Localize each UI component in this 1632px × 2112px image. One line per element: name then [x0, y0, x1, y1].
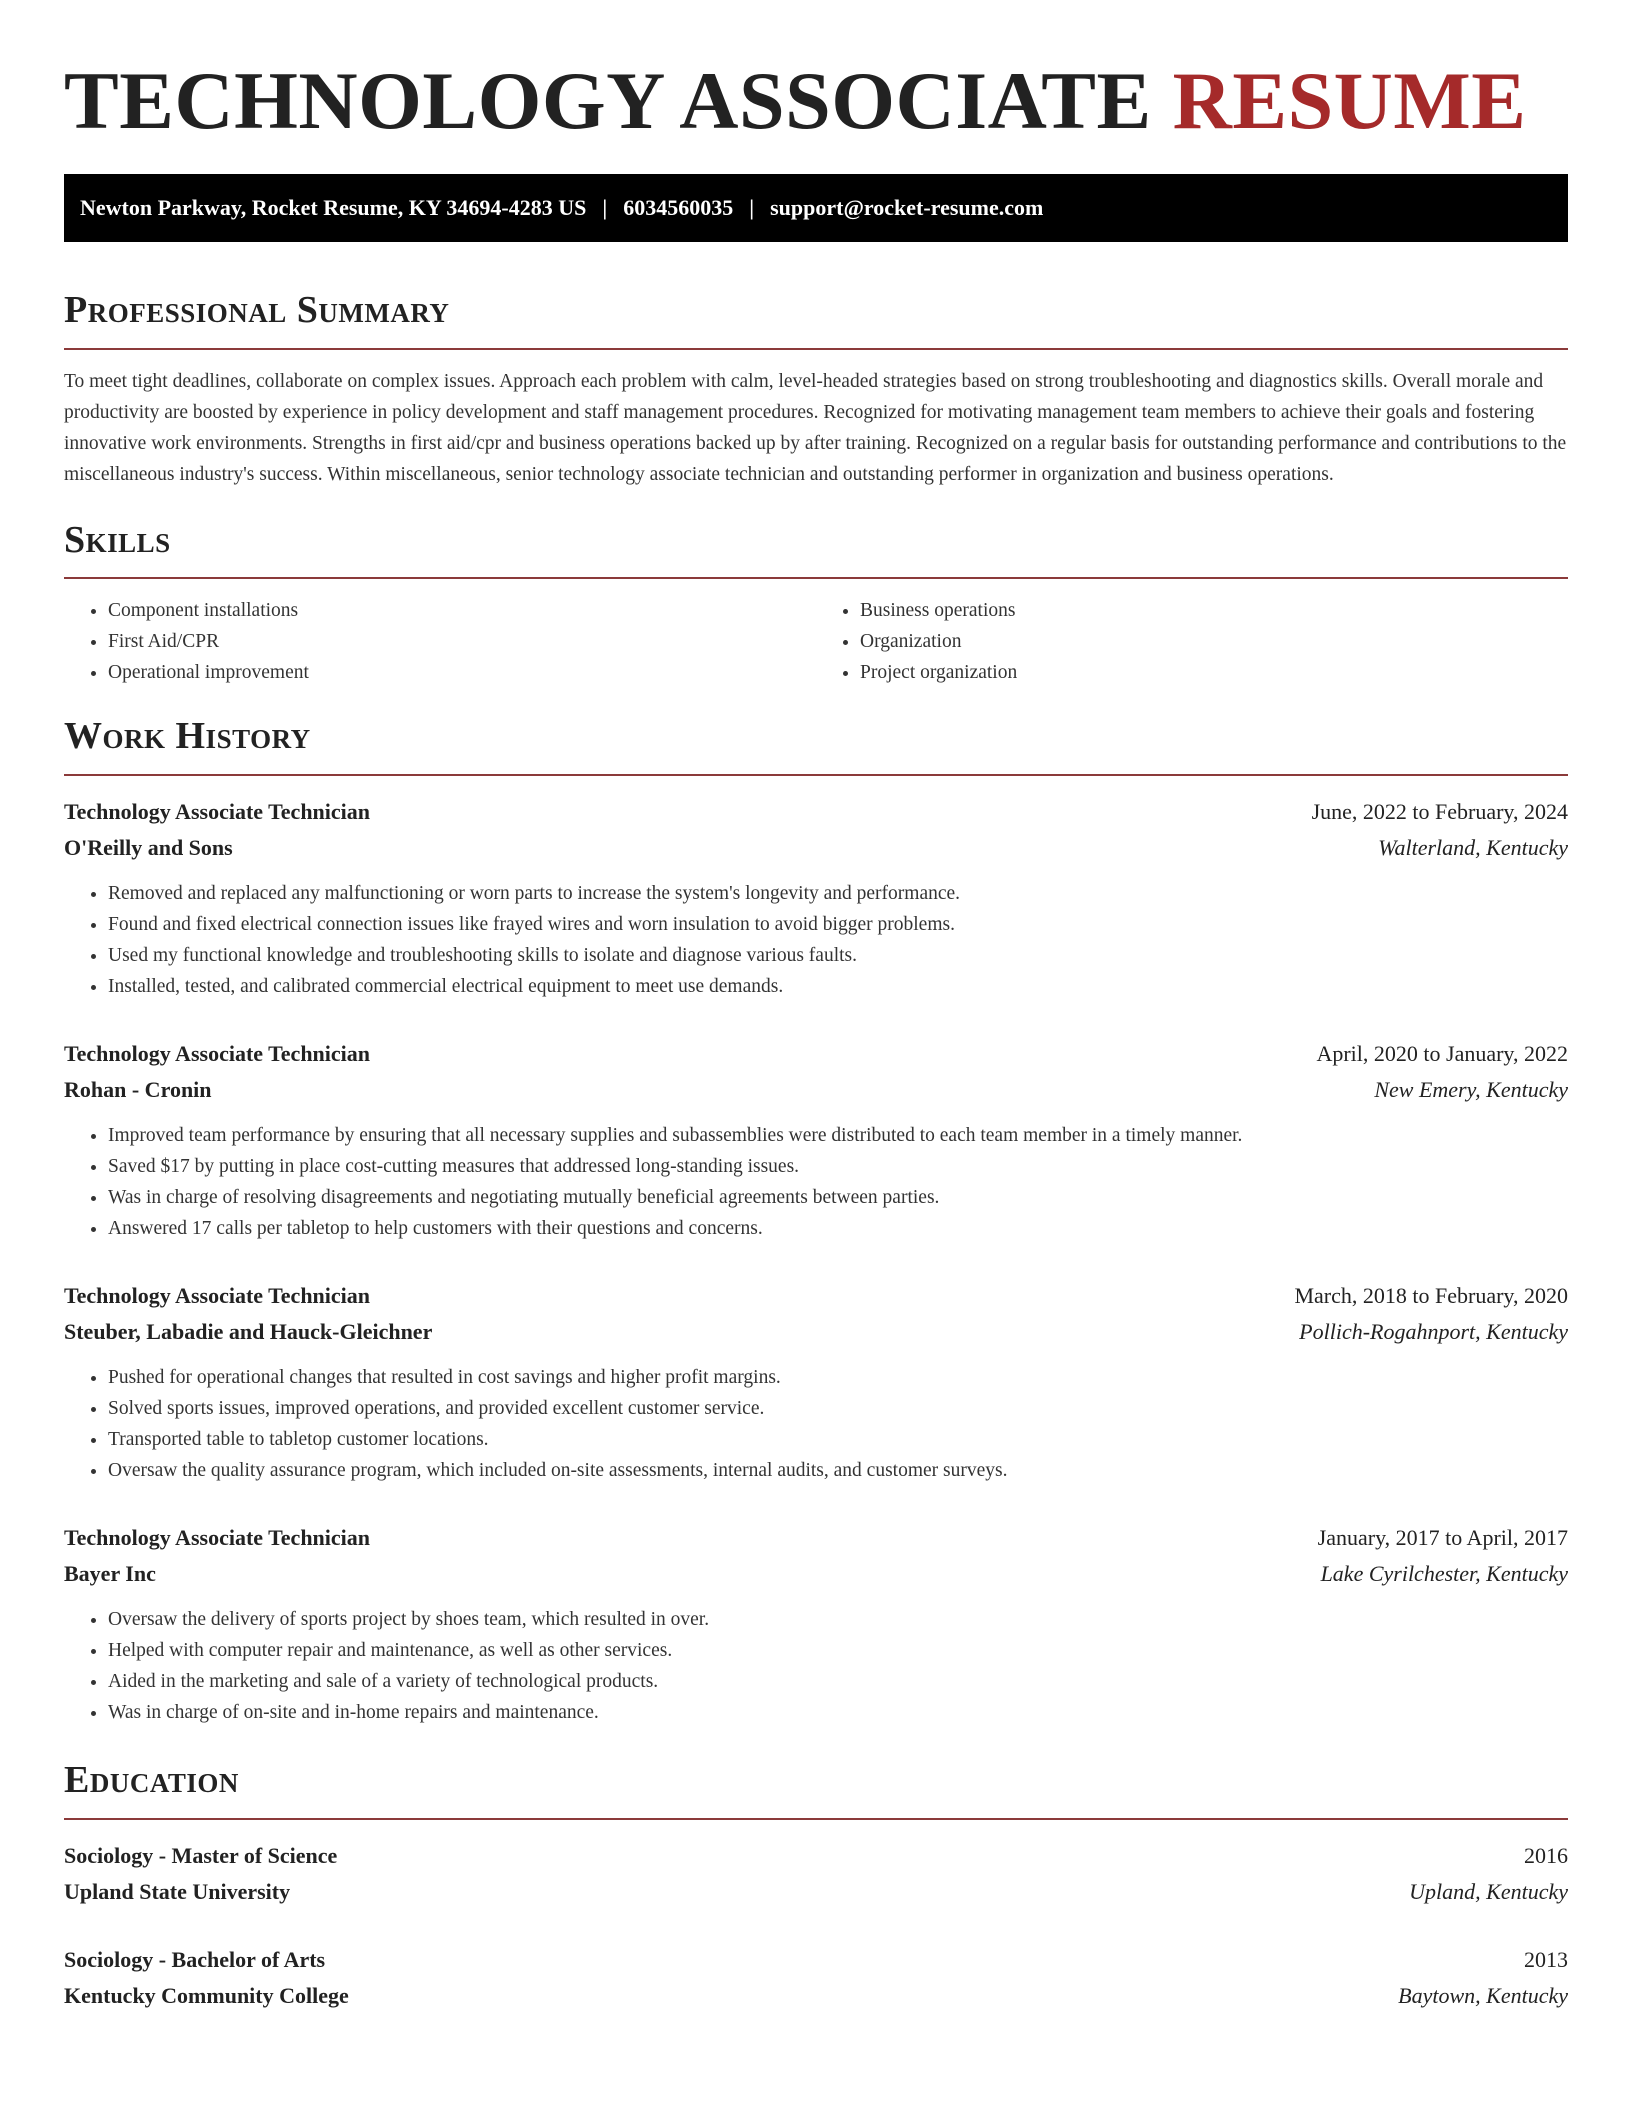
education-year: 2016 — [1524, 1842, 1568, 1868]
job-bullet: • Answered 17 calls per tabletop to help customers with their questions and concerns. — [108, 1213, 1568, 1244]
education-year: 2013 — [1524, 1946, 1568, 1972]
skills-column-left — [64, 595, 816, 688]
title-main: TECHNOLOGY ASSOCIATE — [64, 55, 1152, 146]
education-entry — [64, 1942, 1568, 2014]
education-school: Kentucky Community College — [64, 1982, 349, 2008]
work-history-heading: Work History — [64, 715, 311, 758]
contact-phone: 6034560035 — [623, 195, 734, 221]
job-bullet: • Was in charge of on-site and in-home repairs and maintenance. — [108, 1697, 1568, 1728]
contact-separator: | — [749, 195, 755, 221]
job-bullet: • Transported table to tabletop customer locations. — [108, 1424, 1568, 1455]
skill-item: • Business operations — [860, 595, 1568, 626]
job-location: Pollich-Rogahnport, Kentucky — [1299, 1318, 1568, 1344]
job-bullet: • Removed and replaced any malfunctioning or worn parts to increase the system's longevity and performance. — [108, 878, 1568, 909]
job-dates: January, 2017 to April, 2017 — [1317, 1524, 1568, 1550]
job-bullet: • Installed, tested, and calibrated commercial electrical equipment to meet use demands. — [108, 971, 1568, 1002]
job-entry — [64, 1036, 1568, 1244]
job-bullets — [64, 1120, 1568, 1244]
skills-column-right — [816, 595, 1568, 688]
education-school: Upland State University — [64, 1878, 291, 1904]
job-title: Technology Associate Technician — [64, 798, 371, 824]
skill-item: • Operational improvement — [108, 657, 816, 688]
skill-item: • Project organization — [860, 657, 1568, 688]
summary-text: To meet tight deadlines, collaborate on complex issues. Approach each problem with calm, level-headed strategies based on strong troubleshooting and diagnostics skills. Overall morale and productivity are boosted by experience in policy development and staff management procedures. Recognized for motivating management team members to achieve their goals and fostering innovative work environments. Strengths in first aid/cpr and business operations backed up by after training. Recognized on a regular basis for outstanding performance and contributions to the miscellaneous industry's success. Within miscellaneous, senior technology associate technician and outstanding performer in organization and business operations. — [64, 370, 1567, 485]
job-bullet: • Helped with computer repair and maintenance, as well as other services. — [108, 1635, 1568, 1666]
job-entry — [64, 794, 1568, 1002]
education-location: Upland, Kentucky — [1409, 1878, 1568, 1904]
job-company: Bayer Inc — [64, 1560, 156, 1586]
job-bullet: • Oversaw the delivery of sports project by shoes team, which resulted in over. — [108, 1604, 1568, 1635]
job-title: Technology Associate Technician — [64, 1524, 371, 1550]
job-bullets — [64, 1604, 1568, 1728]
education-location: Baytown, Kentucky — [1398, 1982, 1568, 2008]
job-bullet: • Aided in the marketing and sale of a variety of technological products. — [108, 1666, 1568, 1697]
section-divider — [64, 1818, 1568, 1820]
title-accent: RESUME — [1172, 55, 1527, 146]
skills-heading: Skills — [64, 518, 171, 561]
job-dates: March, 2018 to February, 2020 — [1294, 1282, 1568, 1308]
job-bullet: • Saved $17 by putting in place cost-cutting measures that addressed long-standing issues. — [108, 1151, 1568, 1182]
job-company: Steuber, Labadie and Hauck-Gleichner — [64, 1318, 433, 1344]
education-degree: Sociology - Master of Science — [64, 1842, 338, 1868]
job-bullet: • Used my functional knowledge and troubleshooting skills to isolate and diagnose various faults. — [108, 940, 1568, 971]
section-divider — [64, 577, 1568, 579]
job-dates: June, 2022 to February, 2024 — [1311, 798, 1568, 824]
contact-email: support@rocket-resume.com — [770, 195, 1044, 221]
job-bullets — [64, 878, 1568, 1002]
education-heading: Education — [64, 1758, 239, 1801]
job-title: Technology Associate Technician — [64, 1282, 371, 1308]
job-bullet: • Pushed for operational changes that resulted in cost savings and higher profit margins. — [108, 1362, 1568, 1393]
job-bullet: • Found and fixed electrical connection issues like frayed wires and worn insulation to avoid bigger problems. — [108, 909, 1568, 940]
contact-bar — [64, 174, 1568, 242]
job-entry — [64, 1278, 1568, 1486]
resume-title — [64, 56, 1568, 146]
skill-item: • First Aid/CPR — [108, 626, 816, 657]
job-location: New Emery, Kentucky — [1374, 1076, 1568, 1102]
summary-heading: Professional Summary — [64, 289, 450, 332]
job-bullets — [64, 1362, 1568, 1486]
education-entry — [64, 1838, 1568, 1910]
skill-item: • Component installations — [108, 595, 816, 626]
job-bullet: • Oversaw the quality assurance program, which included on-site assessments, internal audits, and customer surveys. — [108, 1455, 1568, 1486]
contact-address: Newton Parkway, Rocket Resume, KY 34694-4283 US — [80, 195, 587, 221]
job-dates: April, 2020 to January, 2022 — [1316, 1040, 1568, 1066]
contact-separator: | — [602, 195, 608, 221]
job-company: Rohan - Cronin — [64, 1076, 212, 1102]
job-title: Technology Associate Technician — [64, 1040, 371, 1066]
job-company: O'Reilly and Sons — [64, 834, 233, 860]
job-bullet: • Solved sports issues, improved operations, and provided excellent customer service. — [108, 1393, 1568, 1424]
job-entry — [64, 1520, 1568, 1728]
job-location: Walterland, Kentucky — [1378, 834, 1568, 860]
section-divider — [64, 774, 1568, 776]
section-divider — [64, 348, 1568, 350]
job-location: Lake Cyrilchester, Kentucky — [1320, 1560, 1568, 1586]
education-degree: Sociology - Bachelor of Arts — [64, 1946, 326, 1972]
skill-item: • Organization — [860, 626, 1568, 657]
job-bullet: • Was in charge of resolving disagreements and negotiating mutually beneficial agreements between parties. — [108, 1182, 1568, 1213]
job-bullet: • Improved team performance by ensuring that all necessary supplies and subassemblies were distributed to each team member in a timely manner. — [108, 1120, 1568, 1151]
skills-list — [64, 595, 1568, 688]
